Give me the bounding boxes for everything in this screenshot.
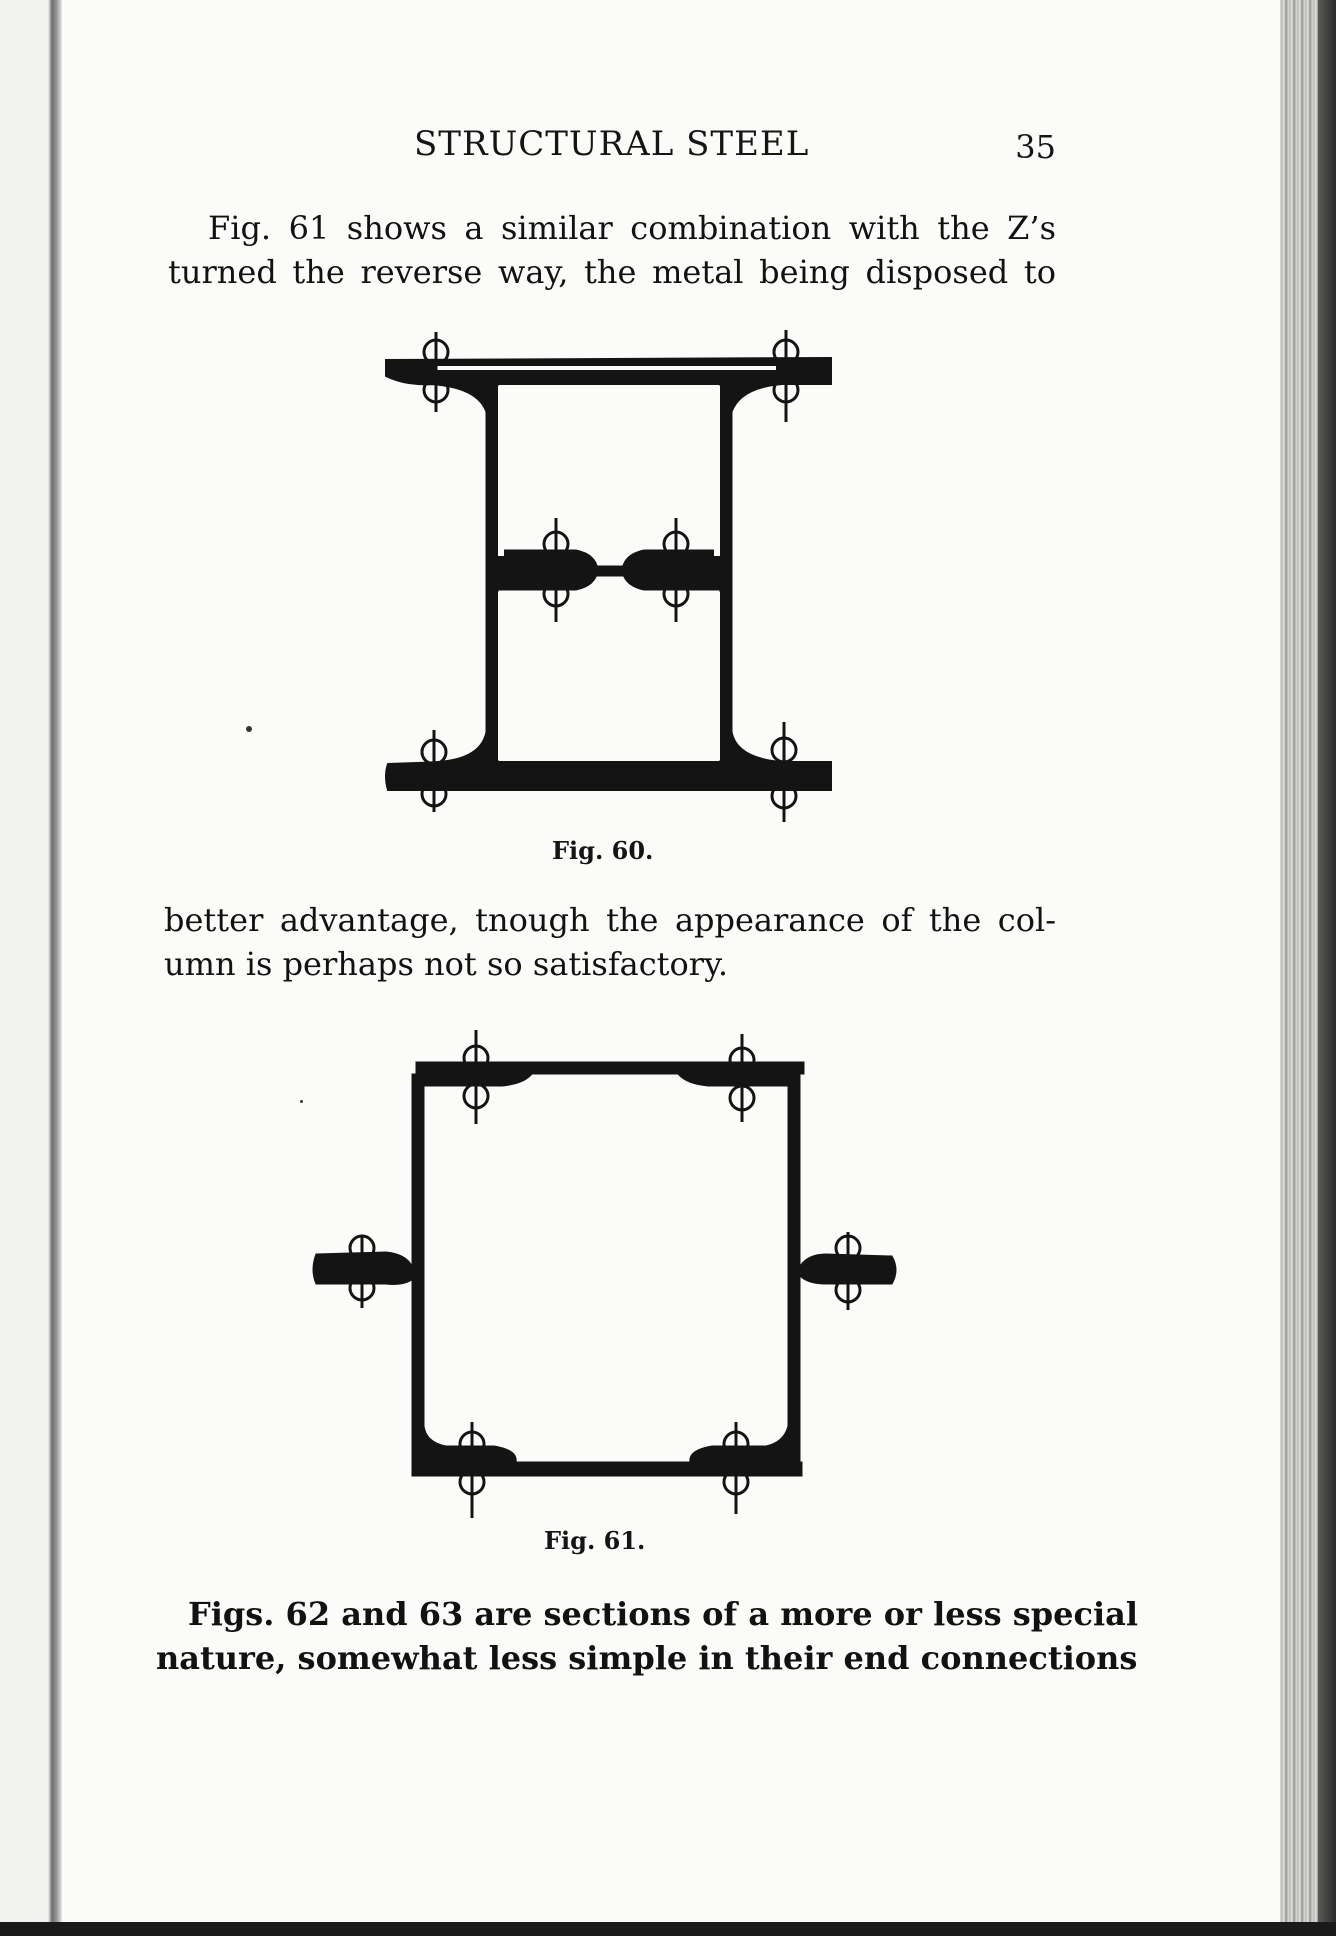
text-line: Figs. 62 and 63 are sections of a more or less special: [188, 1595, 1139, 1633]
paragraph-continuation: [164, 898, 1056, 986]
running-head: STRUCTURAL STEEL: [414, 124, 810, 164]
text-line: nature, somewhat less simple in their end connections: [156, 1639, 1138, 1677]
text-line: umn is perhaps not so satisfactory.: [164, 945, 729, 983]
text-line: better advantage, tnough the appearance of the col-: [164, 901, 1056, 939]
paragraph-figs-62-63: [156, 1592, 1139, 1680]
figure-60-caption: Fig. 60.: [552, 836, 654, 865]
figure-61-caption: Fig. 61.: [544, 1526, 646, 1555]
figure-60-column-section: [376, 322, 836, 827]
scan-border: [0, 1922, 1336, 1936]
page-gutter-edge: [0, 0, 62, 1936]
page-number: 35: [1015, 128, 1056, 166]
paragraph-intro: [168, 206, 1056, 294]
ink-speck: [246, 726, 252, 732]
figure-61-column-section: [306, 1026, 906, 1526]
ink-speck: [300, 1100, 303, 1103]
text-line: Fig. 61 shows a similar combination with the Z’s: [208, 209, 1056, 247]
text-line: turned the reverse way, the metal being disposed to: [168, 253, 1056, 291]
book-cover-edge: [1318, 0, 1336, 1936]
page-header: [166, 124, 1056, 164]
